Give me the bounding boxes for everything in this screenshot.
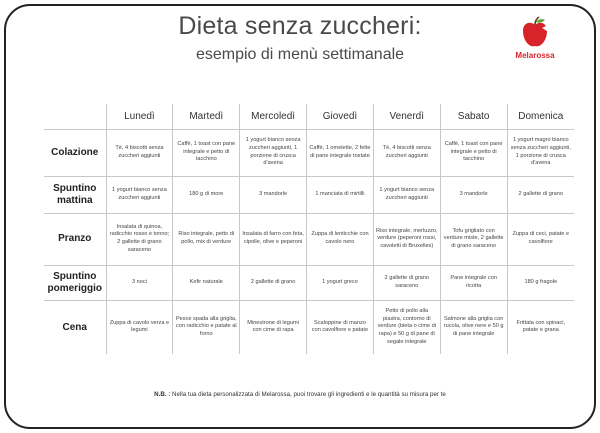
menu-cell: Caffè, 1 omelette, 2 fette di pane integrale tostate — [307, 129, 374, 176]
menu-cell: Salmone alla griglia con rucola, olive nere e 50 g di pane integrale — [440, 300, 507, 354]
menu-cell: Scaloppine di manzo con cavolfiore e patate — [307, 300, 374, 354]
page-title: Dieta senza zuccheri: — [178, 12, 422, 40]
footnote-prefix: N.B. : — [154, 391, 171, 398]
menu-cell: Frittata con spinaci, patate e grana — [507, 300, 574, 354]
menu-cell: Pane integrale con ricotta — [440, 265, 507, 300]
menu-cell: Zuppa di lenticchie con cavolo nero — [307, 213, 374, 265]
table-header-row — [44, 104, 574, 129]
menu-cell: Kefir naturale — [173, 265, 240, 300]
menu-cell: 1 yogurt bianco senza zuccheri aggiunti — [373, 176, 440, 213]
melarossa-logo[interactable] — [508, 16, 562, 76]
footnote — [0, 391, 600, 398]
menu-cell: Zuppa di cavolo verza e legumi — [106, 300, 173, 354]
menu-cell: 3 mandorle — [240, 176, 307, 213]
menu-cell: 1 yogurt magro bianco senza zuccheri aggiunti, 1 porzione di crusca d'avena — [507, 129, 574, 176]
day-header: Sabato — [440, 104, 507, 129]
menu-cell: 180 g fragole — [507, 265, 574, 300]
meal-label: Spuntino pomeriggio — [44, 265, 106, 300]
menu-cell: 2 gallette di grano saraceno — [373, 265, 440, 300]
menu-cell: Petto di pollo alla piastra, contorno di verdure (bieta o cime di rapa) e 50 g di pane di segale integrale — [373, 300, 440, 354]
menu-cell: Tè, 4 biscotti senza zuccheri aggiunti — [106, 129, 173, 176]
footnote-text: Nella tua dieta personalizzata di Melarossa, puoi trovare gli ingredienti e le quantità su misura per te — [172, 391, 446, 398]
day-header: Giovedì — [307, 104, 374, 129]
meal-label: Colazione — [44, 129, 106, 176]
table-row — [44, 213, 574, 265]
menu-cell: Riso integrale, petto di pollo, mix di verdure — [173, 213, 240, 265]
page-subtitle: esempio di menù settimanale — [195, 46, 405, 63]
menu-cell: Tofu grigliato con verdure miste, 2 gallette di grano saraceno — [440, 213, 507, 265]
meal-label: Cena — [44, 300, 106, 354]
menu-cell: Caffè, 1 toast con pane integrale e petto di tacchino — [440, 129, 507, 176]
menu-cell: Caffè, 1 toast con pane integrale e petto di tacchino — [173, 129, 240, 176]
table-row — [44, 176, 574, 213]
menu-cell: 2 gallette di grano — [507, 176, 574, 213]
menu-cell: Tè, 4 biscotti senza zuccheri aggiunti — [373, 129, 440, 176]
day-header: Lunedì — [106, 104, 173, 129]
menu-cell: 1 yogurt bianco senza zuccheri aggiunti — [106, 176, 173, 213]
day-header: Domenica — [507, 104, 574, 129]
logo-text: Melarossa — [515, 51, 555, 60]
table-row — [44, 265, 574, 300]
table-row — [44, 300, 574, 354]
day-header: Mercoledì — [240, 104, 307, 129]
weekly-menu-table — [44, 104, 574, 354]
menu-cell: 2 gallette di grano — [240, 265, 307, 300]
menu-cell: 1 yogurt greco — [307, 265, 374, 300]
menu-cell: 1 manciata di mirtilli — [307, 176, 374, 213]
menu-cell: 3 mandorle — [440, 176, 507, 213]
menu-cell: Pesce spada alla griglia, con radicchio e patate al forno — [173, 300, 240, 354]
menu-cell: 1 yogurt bianco senza zuccheri aggiunti, 1 porzione di crusca d'avena — [240, 129, 307, 176]
menu-cell: Insalata di quinoa, radicchio rosso e tonno; 2 gallette di grano saraceno — [106, 213, 173, 265]
menu-cell: 3 noci — [106, 265, 173, 300]
menu-cell: Zuppa di ceci, patate e cavolfiore — [507, 213, 574, 265]
meal-label: Pranzo — [44, 213, 106, 265]
day-header: Martedì — [173, 104, 240, 129]
menu-cell: Insalata di farro con feta, cipolle, olive e peperoni — [240, 213, 307, 265]
meal-label: Spuntino mattina — [44, 176, 106, 213]
menu-cell: 180 g di more — [173, 176, 240, 213]
apple-icon — [520, 16, 550, 50]
table-row — [44, 129, 574, 176]
menu-cell: Riso integrale, merluzzo, verdure (peperoni rossi, cavoletti di Bruxelles) — [373, 213, 440, 265]
day-header: Venerdì — [373, 104, 440, 129]
table-corner — [44, 104, 106, 129]
menu-cell: Minestrone di legumi con cime di rapa — [240, 300, 307, 354]
